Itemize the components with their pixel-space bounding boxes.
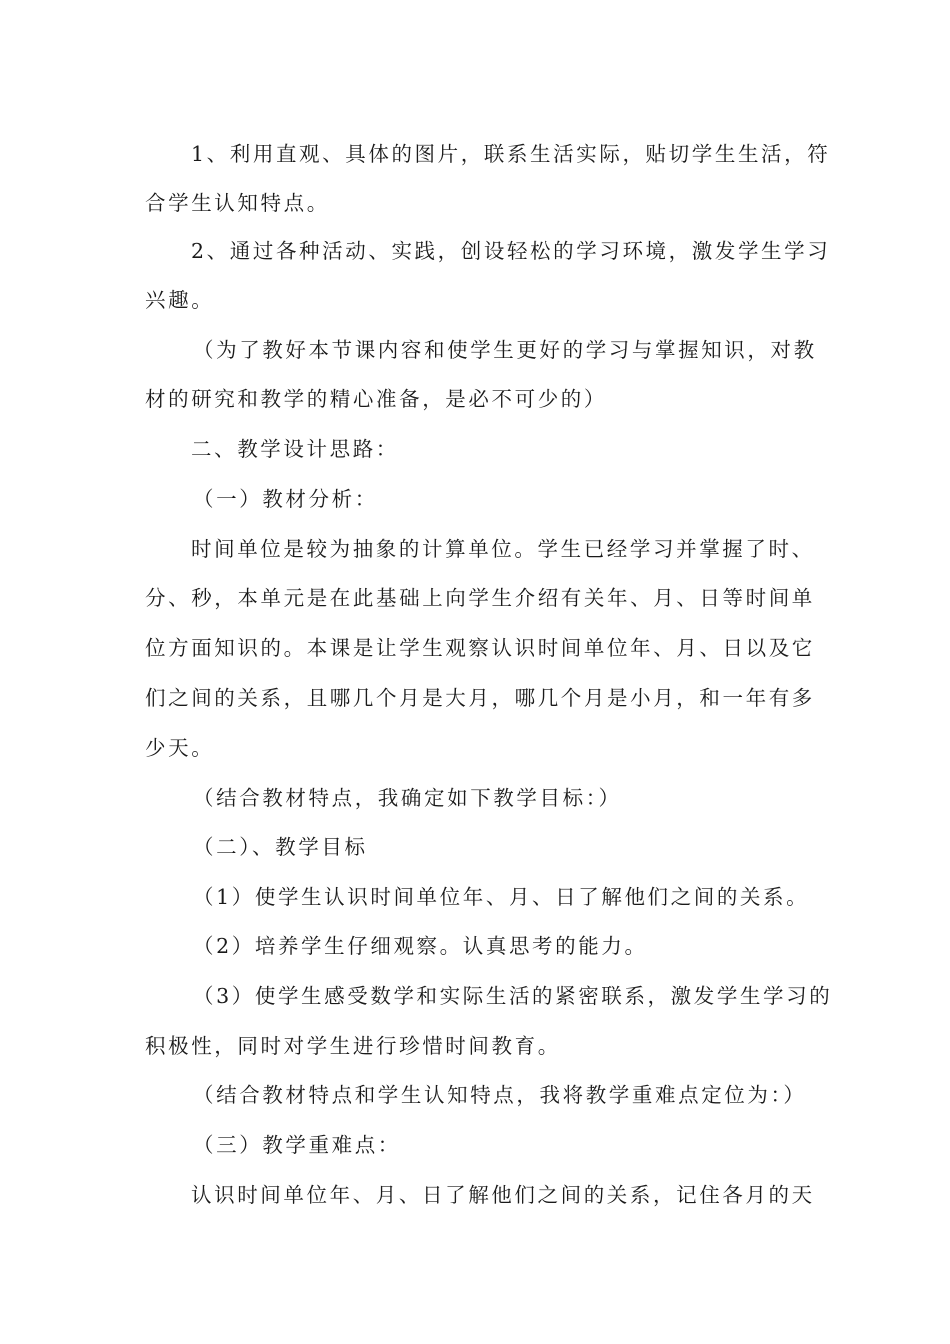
subsection-heading: （二）、教学目标 (193, 835, 368, 859)
text-line: （3）使学生感受数学和实际生活的紧密联系，激发学生学习的 (193, 984, 833, 1008)
subsection-heading: （一）教材分析： (193, 487, 378, 511)
text-line: 认识时间单位年、月、日了解他们之间的关系，记住各月的天 (191, 1183, 815, 1207)
text-line: 积极性，同时对学生进行珍惜时间教育。 (145, 1034, 561, 1058)
text-line: 1、利用直观、具体的图片，联系生活实际，贴切学生生活，符 (191, 142, 831, 166)
text-line: 位方面知识的。本课是让学生观察认识时间单位年、月、日以及它 (145, 636, 815, 660)
text-line: （为了教好本节课内容和使学生更好的学习与掌握知识，对教 (193, 338, 817, 362)
text-line: （结合教材特点，我确定如下教学目标：） (193, 786, 622, 810)
subsection-heading: （三）教学重难点： (193, 1133, 401, 1157)
text-line: 时间单位是较为抽象的计算单位。学生已经学习并掌握了时、 (191, 537, 815, 561)
text-line: 分、秒，本单元是在此基础上向学生介绍有关年、月、日等时间单 (145, 586, 815, 610)
text-line: 少天。 (145, 736, 215, 760)
text-line: （1）使学生认识时间单位年、月、日了解他们之间的关系。 (193, 885, 810, 909)
text-line: 合学生认知特点。 (145, 191, 330, 215)
text-line: （结合教材特点和学生认知特点，我将教学重难点定位为：） (193, 1083, 807, 1107)
text-line: 们之间的关系，且哪几个月是大月，哪几个月是小月，和一年有多 (145, 686, 815, 710)
text-line: 材的研究和教学的精心准备，是必不可少的） (145, 387, 607, 411)
text-line: 兴趣。 (145, 288, 215, 312)
section-heading: 二、教学设计思路： (191, 437, 399, 461)
text-line: 2、通过各种活动、实践，创设轻松的学习环境，激发学生学习 (191, 239, 831, 263)
text-line: （2）培养学生仔细观察。认真思考的能力。 (193, 934, 648, 958)
